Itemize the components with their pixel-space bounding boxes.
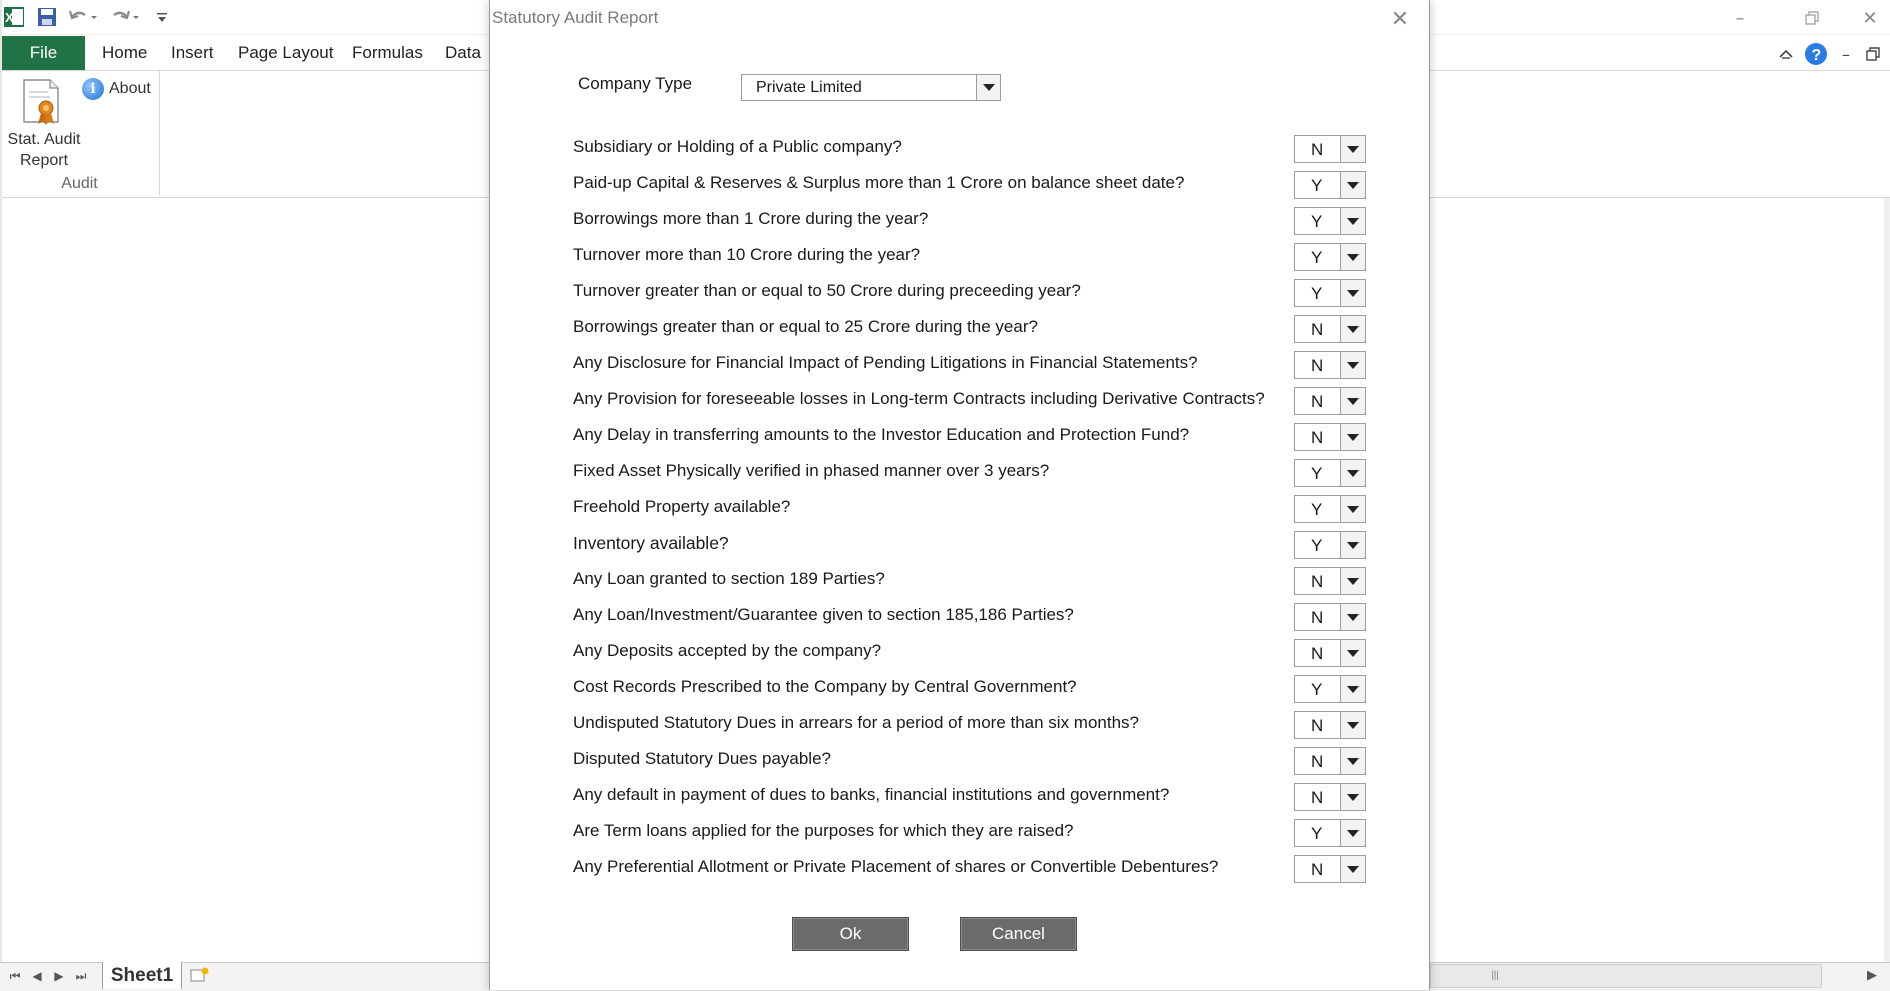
last-sheet-icon[interactable]: ⏭	[75, 968, 87, 983]
chevron-down-icon[interactable]	[976, 75, 1000, 100]
yes-no-value: Y	[1311, 464, 1323, 483]
chevron-down-icon[interactable]	[1340, 136, 1365, 162]
close-window-icon[interactable]: ✕	[1862, 7, 1878, 29]
chevron-down-icon[interactable]	[1340, 424, 1365, 450]
chevron-down-icon[interactable]	[1340, 496, 1365, 522]
question-label: Any Loan/Investment/Guarantee given to section 185,186 Parties?	[573, 605, 1074, 624]
stat-audit-report-label: Stat. Audit Report	[7, 131, 81, 169]
yes-no-select[interactable]	[1294, 387, 1366, 415]
scroll-right-icon[interactable]: ▶	[1867, 967, 1877, 983]
yes-no-value: Y	[1311, 824, 1323, 843]
tab-page-layout[interactable]: Page Layout	[238, 43, 334, 62]
ribbon-restore-icon[interactable]	[1862, 42, 1884, 66]
chevron-down-icon[interactable]	[1340, 532, 1365, 558]
yes-no-value: N	[1311, 860, 1324, 879]
yes-no-select[interactable]	[1294, 819, 1366, 847]
dialog-title: Statutory Audit Report	[492, 8, 659, 27]
chevron-down-icon[interactable]	[1340, 460, 1365, 486]
yes-no-value: N	[1311, 356, 1324, 375]
group-separator	[159, 71, 160, 195]
question-label: Any Disclosure for Financial Impact of Pending Litigations in Financial Statements?	[573, 353, 1198, 372]
minimize-window-icon[interactable]: –	[1735, 7, 1745, 29]
chevron-down-icon[interactable]	[1340, 856, 1365, 882]
chevron-down-icon[interactable]	[1340, 784, 1365, 810]
tab-insert[interactable]: Insert	[171, 43, 214, 62]
yes-no-select[interactable]	[1294, 351, 1366, 379]
yes-no-value: Y	[1311, 680, 1323, 699]
yes-no-select[interactable]	[1294, 711, 1366, 739]
chevron-down-icon[interactable]	[1340, 712, 1365, 738]
svg-text:?: ?	[1811, 47, 1822, 64]
yes-no-value: N	[1311, 752, 1324, 771]
question-label: Borrowings greater than or equal to 25 Crore during the year?	[573, 317, 1038, 336]
question-label: Inventory available?	[573, 533, 729, 553]
chevron-down-icon[interactable]	[1340, 208, 1365, 234]
yes-no-value: N	[1311, 644, 1324, 663]
yes-no-value: N	[1311, 608, 1324, 627]
yes-no-value: Y	[1311, 248, 1323, 267]
stat-audit-report-button[interactable]	[2, 75, 82, 175]
question-label: Freehold Property available?	[573, 497, 791, 516]
next-sheet-icon[interactable]: ▶	[54, 969, 64, 983]
info-icon: i	[82, 78, 104, 100]
yes-no-select[interactable]	[1294, 135, 1366, 163]
svg-text:X: X	[5, 10, 14, 25]
question-label: Any Loan granted to section 189 Parties?	[573, 569, 885, 588]
chevron-down-icon[interactable]	[1340, 640, 1365, 666]
scroll-grip-icon: |||	[1491, 970, 1499, 981]
excel-logo-icon	[2, 3, 26, 31]
question-label: Any Deposits accepted by the company?	[573, 641, 882, 660]
yes-no-value: N	[1311, 140, 1324, 159]
chevron-down-icon[interactable]	[1340, 748, 1365, 774]
yes-no-value: Y	[1311, 536, 1323, 555]
yes-no-select[interactable]	[1294, 495, 1366, 523]
redo-icon[interactable]	[108, 3, 142, 31]
yes-no-value: N	[1311, 392, 1324, 411]
question-label: Borrowings more than 1 Crore during the year?	[573, 209, 929, 228]
undo-icon[interactable]	[66, 3, 100, 31]
about-label: About	[109, 80, 151, 97]
yes-no-select[interactable]	[1294, 639, 1366, 667]
yes-no-select[interactable]	[1294, 783, 1366, 811]
question-label: Any default in payment of dues to banks, financial institutions and government?	[573, 785, 1170, 804]
yes-no-value: N	[1311, 788, 1324, 807]
close-icon[interactable]: ✕	[1390, 6, 1410, 32]
window-left-border	[0, 0, 2, 990]
question-label: Subsidiary or Holding of a Public company?	[573, 137, 902, 156]
question-label: Are Term loans applied for the purposes for which they are raised?	[573, 821, 1074, 840]
customize-qat-icon[interactable]	[152, 3, 172, 31]
chevron-down-icon[interactable]	[1340, 172, 1365, 198]
restore-window-icon[interactable]	[1792, 2, 1832, 34]
company-type-label: Company Type	[578, 74, 693, 93]
help-icon[interactable]	[1803, 42, 1829, 66]
collapse-ribbon-icon[interactable]	[1776, 42, 1796, 66]
question-label: Undisputed Statutory Dues in arrears for a period of more than six months?	[573, 713, 1140, 732]
question-label: Paid-up Capital & Reserves & Surplus more than 1 Crore on balance sheet date?	[573, 173, 1185, 192]
question-label: Cost Records Prescribed to the Company by Central Government?	[573, 677, 1077, 696]
group-label-audit: Audit	[61, 175, 98, 192]
yes-no-value: Y	[1311, 212, 1323, 231]
chevron-down-icon[interactable]	[1340, 568, 1365, 594]
yes-no-select[interactable]	[1294, 747, 1366, 775]
horizontal-scrollbar[interactable]	[1430, 964, 1822, 988]
ribbon-minimize-icon[interactable]: –	[1842, 44, 1850, 64]
question-label: Any Preferential Allotment or Private Placement of shares or Convertible Debentures?	[573, 857, 1219, 876]
yes-no-select[interactable]	[1294, 171, 1366, 199]
tab-formulas[interactable]: Formulas	[352, 43, 423, 62]
yes-no-select[interactable]	[1294, 675, 1366, 703]
yes-no-select[interactable]	[1294, 567, 1366, 595]
question-label: Any Provision for foreseeable losses in Long-term Contracts including Derivative Contracts?	[573, 389, 1265, 408]
ok-button[interactable]: Ok	[792, 917, 909, 951]
chevron-down-icon[interactable]	[1340, 280, 1365, 306]
yes-no-select[interactable]	[1294, 603, 1366, 631]
question-label: Turnover more than 10 Crore during the year?	[573, 245, 921, 264]
company-type-value: Private Limited	[756, 79, 862, 96]
yes-no-select[interactable]	[1294, 279, 1366, 307]
yes-no-select[interactable]	[1294, 459, 1366, 487]
chevron-down-icon[interactable]	[1340, 676, 1365, 702]
tab-file[interactable]: File	[2, 36, 85, 70]
about-button[interactable]	[82, 77, 151, 101]
vertical-scrollbar[interactable]	[1884, 198, 1890, 962]
chevron-down-icon[interactable]	[1340, 604, 1365, 630]
chevron-down-icon[interactable]	[1340, 388, 1365, 414]
yes-no-value: N	[1311, 428, 1324, 447]
question-label: Any Delay in transferring amounts to the Investor Education and Protection Fund?	[573, 425, 1190, 444]
question-label: Turnover greater than or equal to 50 Crore during preceeding year?	[573, 281, 1081, 300]
yes-no-select[interactable]	[1294, 531, 1366, 559]
yes-no-value: Y	[1311, 176, 1323, 195]
yes-no-value: Y	[1311, 500, 1323, 519]
yes-no-select[interactable]	[1294, 243, 1366, 271]
company-type-select[interactable]	[741, 74, 1001, 101]
question-label: Disputed Statutory Dues payable?	[573, 749, 831, 768]
yes-no-select[interactable]	[1294, 207, 1366, 235]
tab-home[interactable]: Home	[102, 43, 148, 62]
yes-no-value: N	[1311, 572, 1324, 591]
yes-no-value: Y	[1311, 284, 1323, 303]
statutory-audit-dialog	[489, 0, 1430, 990]
chevron-down-icon[interactable]	[1340, 244, 1365, 270]
save-icon[interactable]	[34, 3, 60, 31]
yes-no-select[interactable]	[1294, 855, 1366, 883]
first-sheet-icon[interactable]: ⏮	[9, 968, 21, 983]
tab-data[interactable]: Data	[445, 43, 481, 62]
insert-sheet-icon[interactable]	[186, 964, 212, 986]
certificate-icon	[20, 78, 64, 128]
chevron-down-icon[interactable]	[1340, 316, 1365, 342]
yes-no-value: N	[1311, 320, 1324, 339]
yes-no-select[interactable]	[1294, 423, 1366, 451]
yes-no-select[interactable]	[1294, 315, 1366, 343]
question-label: Fixed Asset Physically verified in phased manner over 3 years?	[573, 461, 1050, 480]
chevron-down-icon[interactable]	[1340, 352, 1365, 378]
cancel-button[interactable]: Cancel	[960, 917, 1077, 951]
sheet-tab-sheet1[interactable]: Sheet1	[102, 962, 182, 989]
prev-sheet-icon[interactable]: ◀	[32, 969, 42, 983]
chevron-down-icon[interactable]	[1340, 820, 1365, 846]
yes-no-value: N	[1311, 716, 1324, 735]
